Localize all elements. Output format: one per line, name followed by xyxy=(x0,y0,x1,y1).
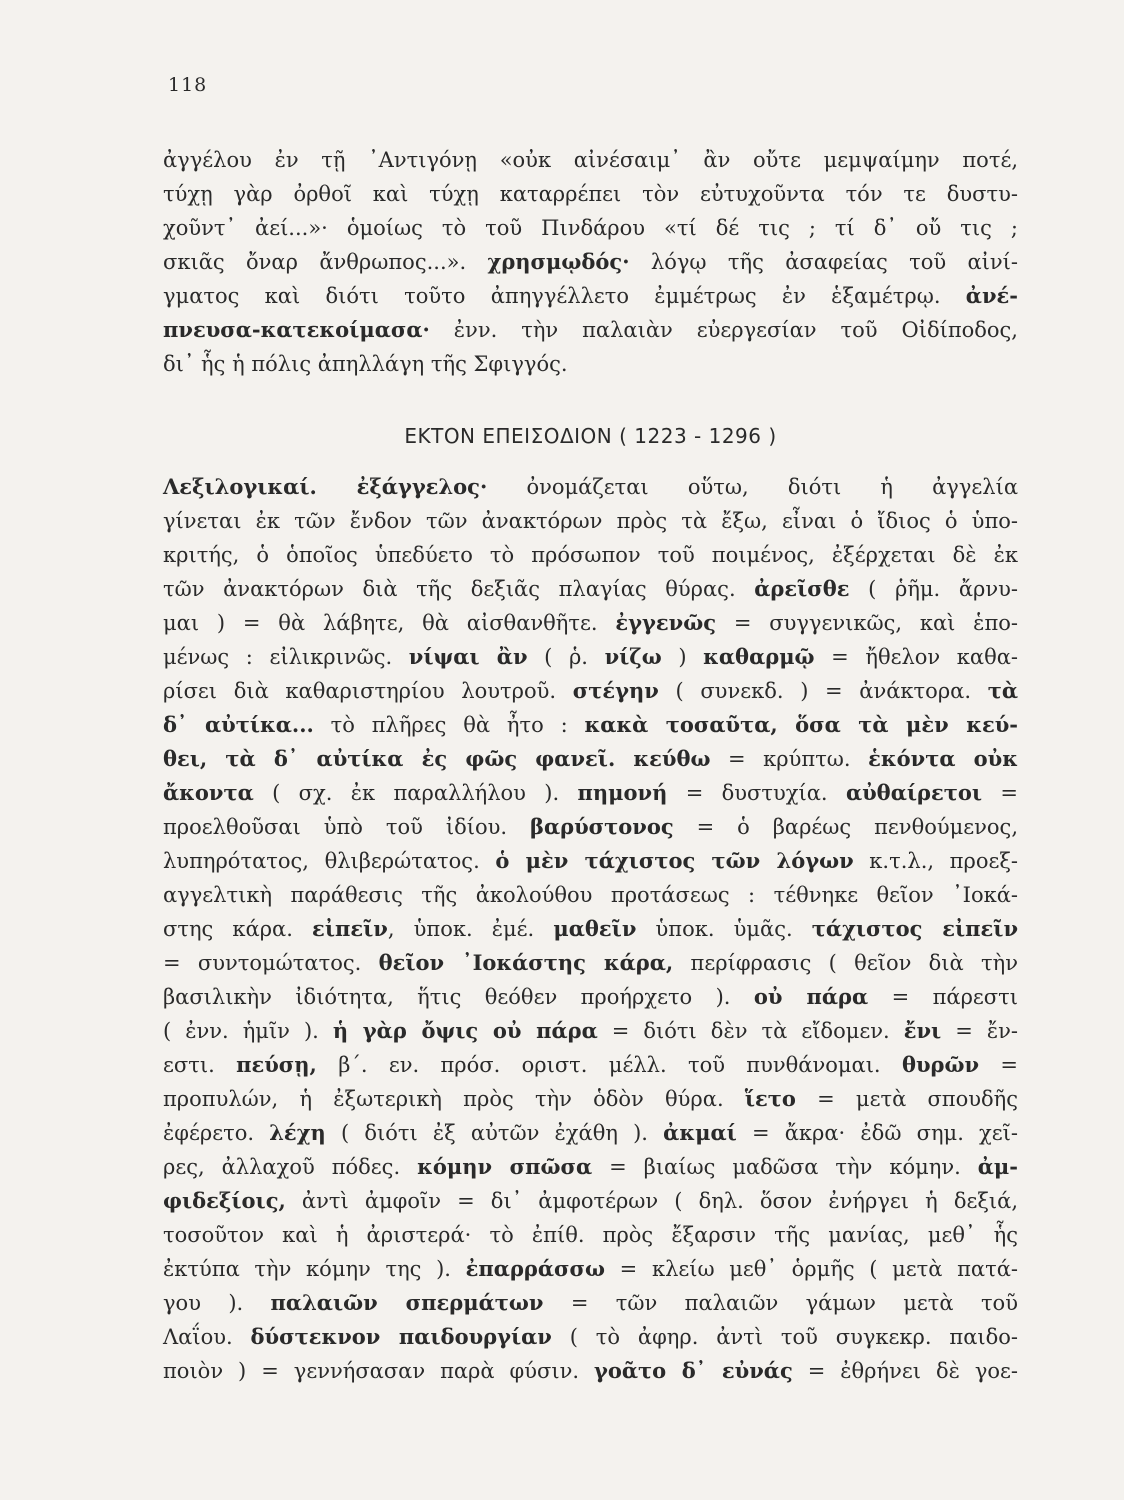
text-line: γίνεται ἐκ τῶν ἔνδον τῶν ἀνακτόρων πρὸς τὰ ἔξω, εἶναι ὁ ἴδιος ὁ ὑπο- xyxy=(163,509,1018,533)
text-line: βασιλικὴν ἰδιότητα, ἥτις θεόθεν προήρχετο ). οὐ πάρα = πάρεστι xyxy=(163,984,1018,1009)
text-line: τῶν ἀνακτόρων διὰ τῆς δεξιᾶς πλαγίας θύρας. ἀρεῖσθε ( ῥῆμ. ἄρνυ- xyxy=(163,576,1018,601)
text-line: αγγελτικὴ παράθεσις τῆς ἀκολούθου προτάσεως : τέθνηκε θεῖον ᾿Ιοκά- xyxy=(163,883,1018,907)
text-line: = συντομώτατος. θεῖον ᾿Ιοκάστης κάρα, περίφρασις ( θεῖον διὰ τὴν xyxy=(163,950,1018,975)
text-line: ἄκοντα ( σχ. ἐκ παραλλήλου ). πημονή = δυστυχία. αὐθαίρετοι = xyxy=(163,780,1018,805)
text-line: κριτής, ὁ ὁποῖος ὑπεδύετο τὸ πρόσωπον τοῦ ποιμένος, ἐξέρχεται δὲ ἐκ xyxy=(163,543,1018,567)
text-line: τοσοῦτον καὶ ἡ ἀριστερά· τὸ ἐπίθ. πρὸς ἔξαρσιν τῆς μανίας, μεθ᾿ ἧς xyxy=(163,1223,1018,1247)
text-line: δι᾿ ἧς ἡ πόλις ἀπηλλάγη τῆς Σφιγγός. xyxy=(163,352,568,376)
text-line: γου ). παλαιῶν σπερμάτων = τῶν παλαιῶν γάμων μετὰ τοῦ xyxy=(163,1290,1018,1315)
text-line: ποιὸν ) = γεννήσασαν παρὰ φύσιν. γοᾶτο δ᾿ εὐνάς = ἐθρήνει δὲ γοε- xyxy=(163,1358,1018,1383)
text-line: Λαΐου. δύστεκνον παιδουργίαν ( τὸ ἀφηρ. ἀντὶ τοῦ συγκεκρ. παιδο- xyxy=(163,1324,1019,1349)
text-line: θει, τὰ δ᾿ αὐτίκα ἐς φῶς φανεῖ. κεύθω = κρύπτω. ἑκόντα οὐκ xyxy=(163,746,1018,771)
section-heading: ΕΚΤΟΝ ΕΠΕΙΣΟΔΙΟΝ ( 1223 - 1296 ) xyxy=(404,424,777,448)
text-line: εστι. πεύσῃ, β΄. εν. πρόσ. οριστ. μέλλ. τοῦ πυνθάνομαι. θυρῶν = xyxy=(163,1052,1018,1077)
text-line: ρες, ἀλλαχοῦ πόδες. κόμην σπῶσα = βιαίως μαδῶσα τὴν κόμην. ἀμ- xyxy=(163,1154,1018,1179)
page-number: 118 xyxy=(168,74,208,96)
text-line: δ᾿ αὐτίκα... τὸ πλῆρες θὰ ἦτο : κακὰ τοσαῦτα, ὅσα τὰ μὲν κεύ- xyxy=(163,712,1018,737)
text-line: τύχῃ γὰρ ὀρθοῖ καὶ τύχῃ καταρρέπει τὸν εὐτυχοῦντα τόν τε δυστυ- xyxy=(163,182,1018,206)
text-line: ρίσει διὰ καθαριστηρίου λουτροῦ. στέγην ( συνεκδ. ) = ἀνάκτορα. τὰ xyxy=(163,678,1018,703)
text-line: ἀγγέλου ἐν τῇ ᾿Αντιγόνῃ «οὐκ αἰνέσαιμ᾿ ἂν οὔτε μεμψαίμην ποτέ, xyxy=(163,148,1018,172)
text-line: γματος καὶ διότι τοῦτο ἀπηγγέλλετο ἐμμέτρως ἐν ἑξαμέτρῳ. ἀνέ- xyxy=(163,283,1018,308)
text-line: ἐφέρετο. λέχη ( διότι ἐξ αὐτῶν ἐχάθη ). ἀκμαί = ἄκρα· ἐδῶ σημ. χεῖ- xyxy=(163,1120,1018,1145)
text-line: ( ἐνν. ἡμῖν ). ἡ γὰρ ὄψις οὐ πάρα = διότι δὲν τὰ εἴδομεν. ἔνι = ἔν- xyxy=(163,1018,1018,1043)
text-line: μαι ) = θὰ λάβητε, θὰ αἰσθανθῆτε. ἐγγενῶς = συγγενικῶς, καὶ ἑπο- xyxy=(163,610,1018,635)
text-line: χοῦντ᾿ ἀεί...»· ὁμοίως τὸ τοῦ Πινδάρου «τί δέ τις ; τί δ᾿ οὔ τις ; xyxy=(163,216,1018,240)
text-line: φιδεξίοις, ἀντὶ ἀμφοῖν = δι᾿ ἀμφοτέρων ( δηλ. ὅσον ἐνήργει ἡ δεξιά, xyxy=(163,1188,1018,1213)
text-line: ἐκτύπα τὴν κόμην της ). ἐπαρράσσω = κλείω μεθ᾿ ὁρμῆς ( μετὰ πατά- xyxy=(163,1256,1018,1281)
text-line: σκιᾶς ὄναρ ἄνθρωπος...». χρησμῳδός· λόγῳ τῆς ἀσαφείας τοῦ αἰνί- xyxy=(163,249,1018,274)
text-line: λυπηρότατος, θλιβερώτατος. ὁ μὲν τάχιστος τῶν λόγων κ.τ.λ., προεξ- xyxy=(163,848,1019,873)
text-line: προπυλών, ἡ ἐξωτερικὴ πρὸς τὴν ὁδὸν θύρα. ἵετο = μετὰ σπουδῆς xyxy=(163,1086,1018,1111)
text-line: πνευσα-κατεκοίμασα· ἐνν. τὴν παλαιὰν εὐεργεσίαν τοῦ Οἰδίποδος, xyxy=(163,317,1018,342)
text-line: προελθοῦσαι ὑπὸ τοῦ ἰδίου. βαρύστονος = ὁ βαρέως πενθούμενος, xyxy=(163,814,1018,839)
paragraph-intro xyxy=(163,143,1018,381)
text-line: στης κάρα. εἰπεῖν, ὑποκ. ἐμέ. μαθεῖν ὑποκ. ὑμᾶς. τάχιστος εἰπεῖν xyxy=(163,916,1019,941)
paragraph-lexical-notes xyxy=(163,470,1018,1388)
text-line: μένως : εἰλικρινῶς. νίψαι ἂν ( ῥ. νίζω ) καθαρμῷ = ἤθελον καθα- xyxy=(163,644,1019,669)
text-line: Λεξιλογικαί. ἐξάγγελος· ὀνομάζεται οὕτω, διότι ἡ ἀγγελία xyxy=(163,474,1019,499)
